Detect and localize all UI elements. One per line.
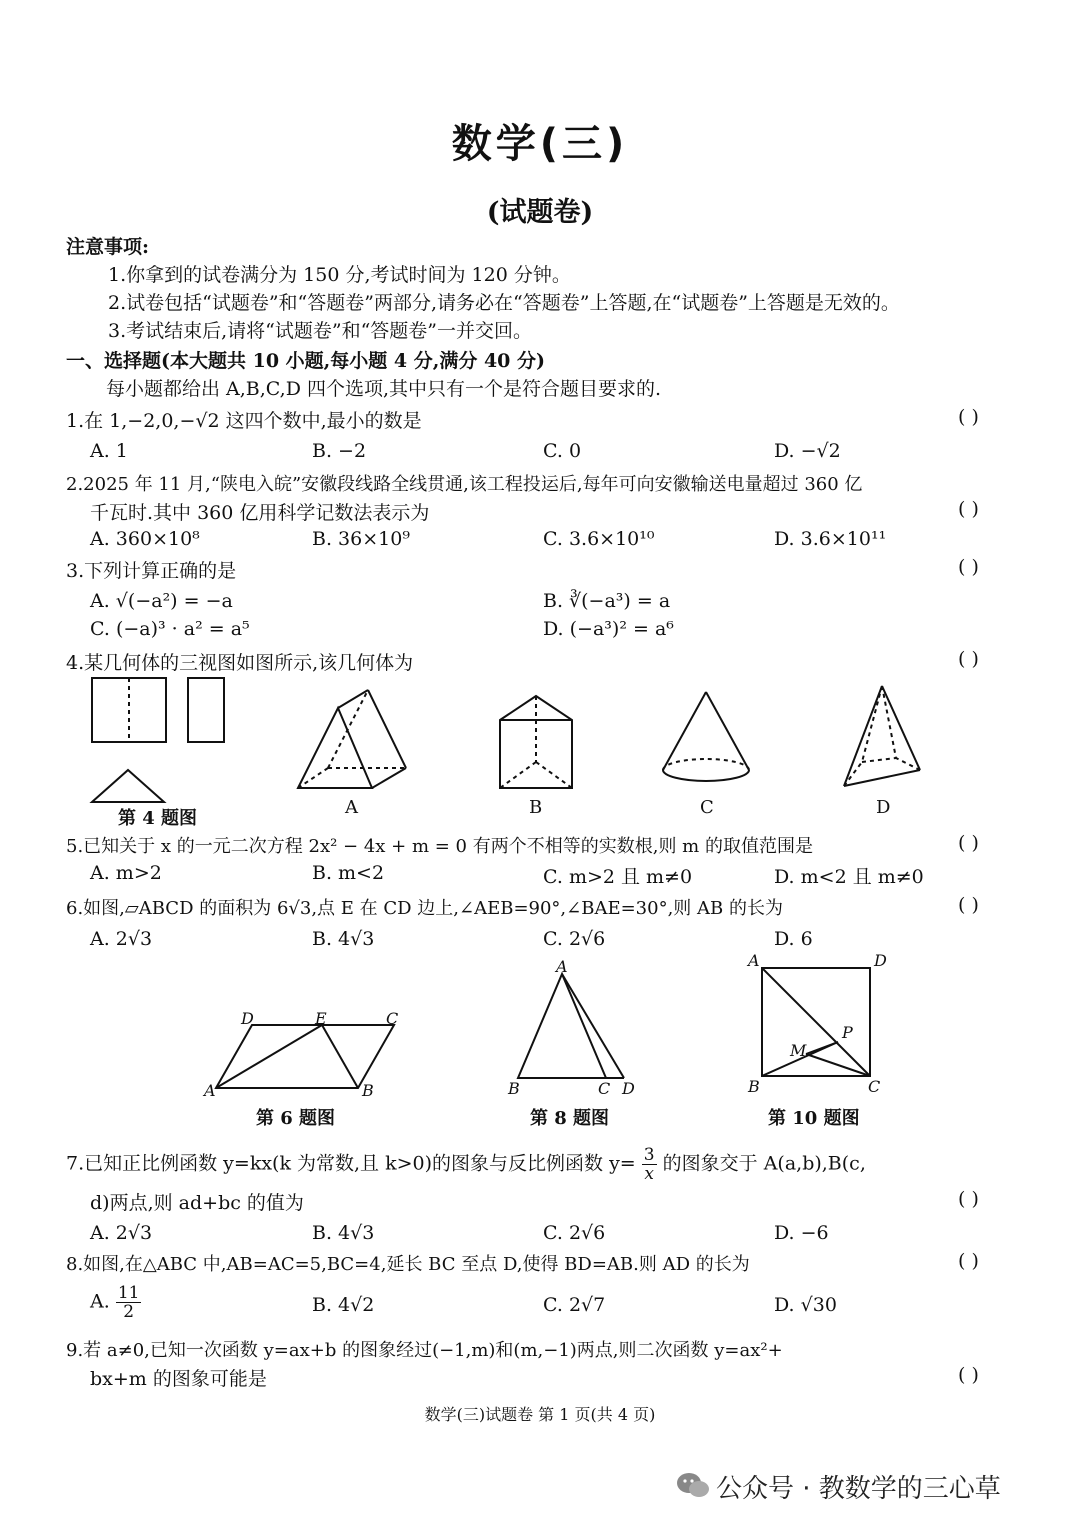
geometry-figures — [0, 950, 1080, 1100]
q8-option-a-label: A. — [90, 1290, 110, 1313]
q4-option-c-shape[interactable] — [663, 692, 749, 781]
q4-stem: 4.某几何体的三视图如图所示,该几何体为 — [66, 652, 414, 674]
q8-frac-num: 11 — [117, 1283, 140, 1303]
page-subtitle: (试题卷) — [486, 197, 594, 228]
q7-answer-paren[interactable]: ( ) — [958, 1188, 979, 1210]
q3-option-d[interactable]: D. (−a³)² = a⁶ — [543, 618, 674, 640]
q2-option-d[interactable]: D. 3.6×10¹¹ — [774, 528, 887, 550]
q7-frac-num: 3 — [643, 1145, 655, 1165]
q4-figure-caption: 第 4 题图 — [118, 808, 198, 829]
fig6-point-e: E — [315, 1009, 327, 1028]
q5-option-a[interactable]: A. m>2 — [90, 862, 162, 884]
q9-stem-line2: bx+m 的图象可能是 — [90, 1368, 267, 1390]
fig8-point-c: C — [598, 1079, 611, 1098]
q6-option-b[interactable]: B. 4√3 — [312, 928, 375, 950]
page-title: 数学(三) — [451, 121, 629, 167]
notice-item-1: 1.你拿到的试卷满分为 150 分,考试时间为 120 分钟。 — [108, 264, 571, 286]
fig8-point-d: D — [622, 1079, 635, 1098]
page-footer: 数学(三)试题卷 第 1 页(共 4 页) — [424, 1405, 656, 1424]
q3-stem: 3.下列计算正确的是 — [66, 560, 237, 582]
notice-heading: 注意事项: — [66, 236, 150, 258]
q4-answer-paren[interactable]: ( ) — [958, 648, 979, 670]
q1-answer-paren[interactable]: ( ) — [958, 406, 979, 428]
q4-label-c: C — [700, 797, 714, 818]
q4-option-b-shape[interactable] — [500, 696, 572, 788]
q7-option-a[interactable]: A. 2√3 — [90, 1222, 153, 1244]
q7-stem-part2: 的图象交于 A(a,b),B(c, — [662, 1152, 866, 1175]
fig10-point-c: C — [868, 1077, 881, 1096]
q1-option-a[interactable]: A. 1 — [90, 440, 128, 462]
q5-option-d[interactable]: D. m<2 且 m≠0 — [774, 866, 924, 888]
q4-label-a: A — [345, 797, 358, 818]
q3-option-a[interactable]: A. √(−a²) = −a — [90, 590, 233, 612]
fig10-point-m: M — [790, 1041, 807, 1060]
q4-top-view — [92, 770, 164, 802]
q1-option-c[interactable]: C. 0 — [543, 440, 582, 462]
q5-option-b[interactable]: B. m<2 — [312, 862, 385, 884]
fig8-point-b: B — [508, 1079, 520, 1098]
q2-stem-line1: 2.2025 年 11 月,“陕电入皖”安徽段线路全线贯通,该工程投运后,每年可向安徽输送电量超过 360 亿 — [66, 474, 863, 495]
q4-label-b: B — [529, 797, 543, 818]
q8-option-a[interactable] — [90, 1284, 141, 1321]
q2-option-a[interactable]: A. 360×10⁸ — [90, 528, 200, 550]
q6-answer-paren[interactable]: ( ) — [958, 894, 979, 916]
figure-6-caption: 第 6 题图 — [256, 1108, 336, 1129]
q4-option-d-shape[interactable] — [844, 686, 920, 786]
q8-option-d[interactable]: D. √30 — [774, 1294, 837, 1316]
q7-option-c[interactable]: C. 2√6 — [543, 1222, 606, 1244]
q7-fraction — [642, 1146, 657, 1183]
section-note: 每小题都给出 A,B,C,D 四个选项,其中只有一个是符合题目要求的. — [106, 378, 662, 400]
fig6-point-d: D — [241, 1009, 254, 1028]
q5-option-c[interactable]: C. m>2 且 m≠0 — [543, 866, 693, 888]
q6-option-d[interactable]: D. 6 — [774, 928, 813, 950]
q3-option-c[interactable]: C. (−a)³ · a² = a⁵ — [90, 618, 250, 640]
section-heading: 一、选择题(本大题共 10 小题,每小题 4 分,满分 40 分) — [66, 350, 545, 372]
q7-stem-line2: d)两点,则 ad+bc 的值为 — [90, 1192, 304, 1214]
q2-option-b[interactable]: B. 36×10⁹ — [312, 528, 410, 550]
q2-stem-line2: 千瓦时.其中 360 亿用科学记数法表示为 — [90, 502, 430, 524]
q3-option-b[interactable]: B. ∛(−a³) = a — [543, 590, 671, 612]
q7-option-d[interactable]: D. −6 — [774, 1222, 829, 1244]
fig10-point-p: P — [842, 1023, 853, 1042]
q8-option-b[interactable]: B. 4√2 — [312, 1294, 375, 1316]
q2-answer-paren[interactable]: ( ) — [958, 498, 979, 520]
figure-8-caption: 第 8 题图 — [530, 1108, 610, 1129]
fig6-point-a: A — [204, 1081, 216, 1100]
q5-answer-paren[interactable]: ( ) — [958, 832, 979, 854]
q2-option-c[interactable]: C. 3.6×10¹⁰ — [543, 528, 655, 550]
q4-front-view — [92, 678, 166, 742]
q1-option-d[interactable]: D. −√2 — [774, 440, 841, 462]
q5-stem: 5.已知关于 x 的一元二次方程 2x² − 4x + m = 0 有两个不相等的实数根,则 m 的取值范围是 — [66, 836, 813, 857]
figure-10-caption: 第 10 题图 — [768, 1108, 860, 1129]
wechat-icon — [676, 1470, 710, 1500]
q1-stem: 1.在 1,−2,0,−√2 这四个数中,最小的数是 — [66, 410, 422, 432]
q7-stem-part1: 7.已知正比例函数 y=kx(k 为常数,且 k>0)的图象与反比例函数 y= — [66, 1152, 636, 1175]
q1-option-b[interactable]: B. −2 — [312, 440, 367, 462]
fig10-point-b: B — [748, 1077, 760, 1096]
figure-10 — [762, 968, 870, 1076]
notice-item-3: 3.考试结束后,请将“试题卷”和“答题卷”一并交回。 — [108, 320, 533, 342]
notice-item-2: 2.试卷包括“试题卷”和“答题卷”两部分,请务必在“答题卷”上答题,在“试题卷”上答题是无效的。 — [108, 292, 900, 314]
q9-stem-line1: 9.若 a≠0,已知一次函数 y=ax+b 的图象经过(−1,m)和(m,−1)两点,则二次函数 y=ax²+ — [66, 1340, 783, 1361]
q7-option-b[interactable]: B. 4√3 — [312, 1222, 375, 1244]
q8-stem: 8.如图,在△ABC 中,AB=AC=5,BC=4,延长 BC 至点 D,使得 BD=AB.则 AD 的长为 — [66, 1254, 750, 1275]
q6-stem: 6.如图,▱ABCD 的面积为 6√3,点 E 在 CD 边上,∠AEB=90°,∠BAE=30°,则 AB 的长为 — [66, 898, 783, 919]
q3-answer-paren[interactable]: ( ) — [958, 556, 979, 578]
fig8-point-a: A — [556, 957, 568, 976]
fig6-point-c: C — [386, 1009, 399, 1028]
q6-option-a[interactable]: A. 2√3 — [90, 928, 153, 950]
q7-stem-line1 — [66, 1146, 866, 1183]
q8-option-c[interactable]: C. 2√7 — [543, 1294, 606, 1316]
q8-answer-paren[interactable]: ( ) — [958, 1250, 979, 1272]
q9-answer-paren[interactable]: ( ) — [958, 1364, 979, 1386]
q4-label-d: D — [876, 797, 891, 818]
q8-frac-den: 2 — [123, 1302, 135, 1322]
q4-side-view — [188, 678, 224, 742]
figure-8 — [518, 974, 624, 1078]
q7-frac-den: x — [644, 1164, 654, 1184]
figure-6 — [216, 1025, 394, 1088]
fig6-point-b: B — [362, 1081, 374, 1100]
q8-option-a-fraction — [116, 1284, 142, 1321]
q4-option-a-shape[interactable] — [298, 690, 406, 788]
fig10-point-d: D — [874, 951, 887, 970]
q6-option-c[interactable]: C. 2√6 — [543, 928, 606, 950]
fig10-point-a: A — [748, 951, 760, 970]
watermark-text: 公众号 · 教数学的三心草 — [716, 1474, 1001, 1504]
